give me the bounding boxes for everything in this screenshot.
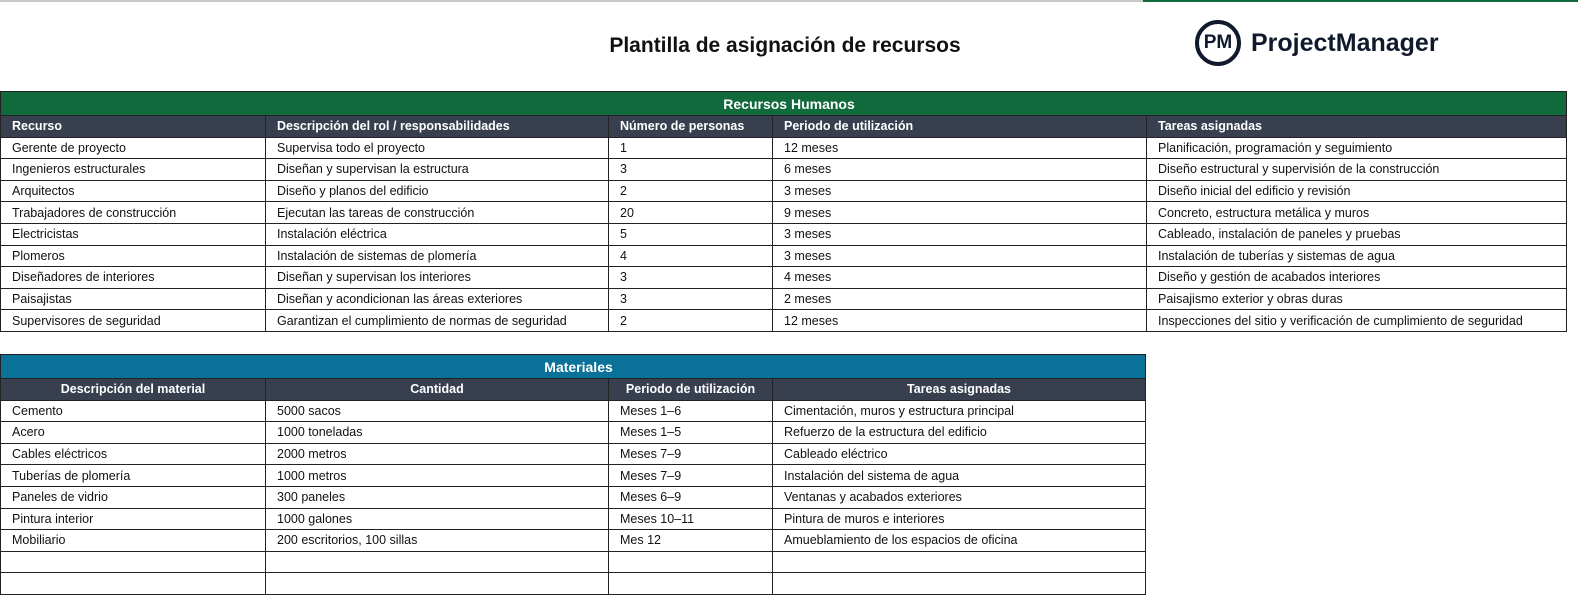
table-cell[interactable] (1, 573, 266, 595)
table-cell[interactable]: Diseñan y supervisan la estructura (266, 159, 609, 181)
table-cell[interactable]: 3 (609, 288, 773, 310)
column-header: Descripción del rol / responsabilidades (266, 116, 609, 138)
column-header: Periodo de utilización (609, 379, 773, 401)
table-cell[interactable]: 1000 galones (266, 508, 609, 530)
table-row (1, 202, 1567, 224)
table-cell[interactable]: 1 (609, 137, 773, 159)
table-cell[interactable]: Garantizan el cumplimiento de normas de seguridad (266, 310, 609, 332)
table-row (1, 422, 1146, 444)
table-cell[interactable] (266, 551, 609, 573)
table-cell[interactable]: Plomeros (1, 245, 266, 267)
table-cell[interactable]: Amueblamiento de los espacios de oficina (773, 530, 1146, 552)
table-cell[interactable]: Paisajismo exterior y obras duras (1147, 288, 1567, 310)
table-cell[interactable]: Ejecutan las tareas de construcción (266, 202, 609, 224)
table-row (1, 310, 1567, 332)
table-cell[interactable]: Cemento (1, 400, 266, 422)
materials-table (0, 354, 1146, 595)
table-cell[interactable]: Arquitectos (1, 180, 266, 202)
table-cell[interactable]: 12 meses (773, 310, 1147, 332)
top-accent (1143, 0, 1578, 2)
table-cell[interactable]: Trabajadores de construcción (1, 202, 266, 224)
table-cell[interactable]: Paisajistas (1, 288, 266, 310)
table-cell[interactable]: 6 meses (773, 159, 1147, 181)
table-cell[interactable]: Diseñadores de interiores (1, 267, 266, 289)
table-cell[interactable]: Electricistas (1, 223, 266, 245)
table-cell[interactable] (1, 551, 266, 573)
top-border (0, 0, 1143, 2)
table-row (1, 465, 1146, 487)
logo-name: ProjectManager (1251, 28, 1439, 57)
table-cell[interactable]: Meses 10–11 (609, 508, 773, 530)
table-cell[interactable]: Meses 6–9 (609, 486, 773, 508)
table-cell[interactable] (773, 573, 1146, 595)
table-cell[interactable]: Ventanas y acabados exteriores (773, 486, 1146, 508)
table-row (1, 530, 1146, 552)
table-row (1, 551, 1146, 573)
projectmanager-logo (1195, 20, 1439, 66)
table-cell[interactable]: 2000 metros (266, 443, 609, 465)
pm-logo-icon: PM (1195, 20, 1241, 66)
table-row (1, 137, 1567, 159)
table-cell[interactable]: 5 (609, 223, 773, 245)
column-header: Tareas asignadas (773, 379, 1146, 401)
table-cell[interactable]: Instalación de sistemas de plomería (266, 245, 609, 267)
table-cell[interactable]: 1000 toneladas (266, 422, 609, 444)
table-row (1, 443, 1146, 465)
column-header: Cantidad (266, 379, 609, 401)
table-cell[interactable]: 3 meses (773, 180, 1147, 202)
table-cell[interactable]: Inspecciones del sitio y verificación de cumplimiento de seguridad (1147, 310, 1567, 332)
table-row (1, 180, 1567, 202)
table-cell[interactable]: Refuerzo de la estructura del edificio (773, 422, 1146, 444)
page-title: Plantilla de asignación de recursos (609, 34, 961, 57)
table-cell[interactable]: Instalación eléctrica (266, 223, 609, 245)
table-row (1, 288, 1567, 310)
table-row (1, 159, 1567, 181)
table-cell[interactable]: Pintura de muros e interiores (773, 508, 1146, 530)
table-cell[interactable]: Supervisa todo el proyecto (266, 137, 609, 159)
table-cell[interactable]: 3 meses (773, 223, 1147, 245)
table-cell[interactable]: Diseño y planos del edificio (266, 180, 609, 202)
table-cell[interactable]: Diseñan y supervisan los interiores (266, 267, 609, 289)
table-cell[interactable]: Gerente de proyecto (1, 137, 266, 159)
table-row (1, 486, 1146, 508)
table-cell[interactable]: 4 meses (773, 267, 1147, 289)
table-cell[interactable]: Concreto, estructura metálica y muros (1147, 202, 1567, 224)
table-cell[interactable]: 5000 sacos (266, 400, 609, 422)
table-cell[interactable]: Mes 12 (609, 530, 773, 552)
table-cell[interactable]: 200 escritorios, 100 sillas (266, 530, 609, 552)
table-row (1, 223, 1567, 245)
table-row (1, 267, 1567, 289)
table-cell[interactable]: Ingenieros estructurales (1, 159, 266, 181)
column-header: Descripción del material (1, 379, 266, 401)
table-cell[interactable]: Mobiliario (1, 530, 266, 552)
table-cell[interactable]: Meses 1–5 (609, 422, 773, 444)
table-cell[interactable]: Diseño y gestión de acabados interiores (1147, 267, 1567, 289)
column-header: Recurso (1, 116, 266, 138)
table-cell[interactable]: 3 (609, 267, 773, 289)
table-cell[interactable]: Planificación, programación y seguimiento (1147, 137, 1567, 159)
table-cell[interactable] (609, 573, 773, 595)
column-header: Número de personas (609, 116, 773, 138)
section-title: Recursos Humanos (1, 92, 1567, 116)
table-cell[interactable]: 2 (609, 310, 773, 332)
table-cell[interactable]: Diseño estructural y supervisión de la construcción (1147, 159, 1567, 181)
table-cell[interactable]: Cableado, instalación de paneles y pruebas (1147, 223, 1567, 245)
table-cell[interactable]: Tuberías de plomería (1, 465, 266, 487)
section-title: Materiales (1, 355, 1146, 379)
table-cell[interactable]: 300 paneles (266, 486, 609, 508)
table-cell[interactable]: Meses 1–6 (609, 400, 773, 422)
table-cell[interactable]: Instalación del sistema de agua (773, 465, 1146, 487)
table-row (1, 400, 1146, 422)
table-cell[interactable]: 4 (609, 245, 773, 267)
column-header: Periodo de utilización (773, 116, 1147, 138)
table-cell[interactable] (266, 573, 609, 595)
table-cell[interactable]: 1000 metros (266, 465, 609, 487)
table-cell[interactable] (609, 551, 773, 573)
table-cell[interactable]: 9 meses (773, 202, 1147, 224)
table-cell[interactable]: 2 meses (773, 288, 1147, 310)
table-cell[interactable]: Pintura interior (1, 508, 266, 530)
table-cell[interactable]: Paneles de vidrio (1, 486, 266, 508)
table-row (1, 508, 1146, 530)
table-row (1, 573, 1146, 595)
table-cell[interactable]: 20 (609, 202, 773, 224)
table-cell[interactable]: Cimentación, muros y estructura principal (773, 400, 1146, 422)
table-cell[interactable]: Diseño inicial del edificio y revisión (1147, 180, 1567, 202)
table-cell[interactable]: Acero (1, 422, 266, 444)
table-cell[interactable]: 2 (609, 180, 773, 202)
table-cell[interactable]: 12 meses (773, 137, 1147, 159)
table-cell[interactable]: Instalación de tuberías y sistemas de agua (1147, 245, 1567, 267)
table-row (1, 245, 1567, 267)
table-cell[interactable] (773, 551, 1146, 573)
column-header: Tareas asignadas (1147, 116, 1567, 138)
table-cell[interactable]: Meses 7–9 (609, 443, 773, 465)
table-cell[interactable]: Diseñan y acondicionan las áreas exteriores (266, 288, 609, 310)
table-cell[interactable]: Cables eléctricos (1, 443, 266, 465)
human-resources-table (0, 91, 1567, 332)
table-cell[interactable]: Supervisores de seguridad (1, 310, 266, 332)
table-cell[interactable]: Meses 7–9 (609, 465, 773, 487)
table-cell[interactable]: Cableado eléctrico (773, 443, 1146, 465)
table-cell[interactable]: 3 meses (773, 245, 1147, 267)
table-cell[interactable]: 3 (609, 159, 773, 181)
